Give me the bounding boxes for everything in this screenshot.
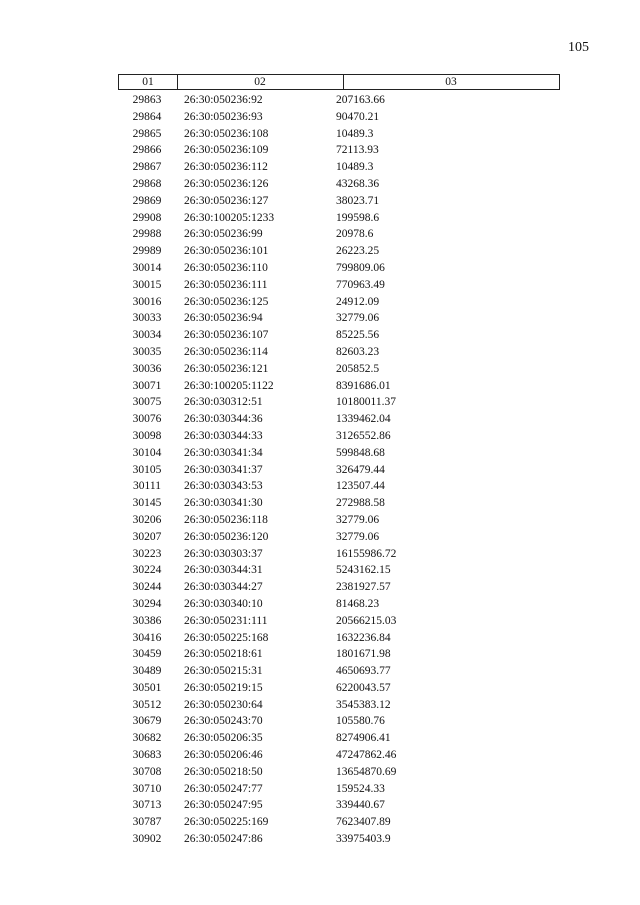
table-row	[118, 797, 558, 814]
row-number-cell: 30902	[132, 833, 162, 846]
table-row	[118, 663, 558, 680]
cadastral-number-cell: 26:30:050215:31	[184, 665, 263, 678]
cadastral-number-cell: 26:30:050236:114	[184, 345, 268, 358]
table-row	[118, 512, 558, 529]
row-number-cell: 30244	[132, 581, 162, 594]
cadastral-number-cell: 26:30:050236:126	[184, 177, 269, 190]
row-number-cell: 30104	[132, 446, 162, 459]
cadastral-number-cell: 26:30:050236:99	[184, 228, 263, 241]
value-cell: 20566215.03	[336, 614, 397, 627]
table-row	[118, 378, 558, 395]
value-cell: 24912.09	[336, 295, 380, 308]
table-row	[118, 193, 558, 210]
cadastral-number-cell: 26:30:030303:37	[184, 547, 263, 560]
row-number-cell: 30105	[132, 463, 162, 476]
row-number-cell: 30098	[132, 429, 162, 442]
value-cell: 33975403.9	[336, 833, 391, 846]
row-number-cell: 30682	[132, 732, 162, 745]
value-cell: 2381927.57	[336, 581, 391, 594]
row-number-cell: 30207	[132, 530, 162, 543]
row-number-cell: 29865	[132, 127, 162, 140]
table-row	[118, 126, 558, 143]
table-row	[118, 92, 558, 109]
cadastral-number-cell: 26:30:030343:53	[184, 480, 263, 493]
column-header-03: 03	[445, 76, 457, 88]
cadastral-number-cell: 26:30:050236:108	[184, 127, 269, 140]
table-row	[118, 243, 558, 260]
value-cell: 1339462.04	[336, 413, 391, 426]
row-number-cell: 30034	[132, 329, 162, 342]
row-number-cell: 30489	[132, 665, 162, 678]
value-cell: 339440.67	[336, 799, 385, 812]
table-row	[118, 142, 558, 159]
table-row	[118, 730, 558, 747]
table-row	[118, 680, 558, 697]
value-cell: 5243162.15	[336, 564, 391, 577]
row-number-cell: 30708	[132, 765, 162, 778]
cadastral-number-cell: 26:30:050230:64	[184, 698, 263, 711]
cadastral-number-cell: 26:30:050247:95	[184, 799, 263, 812]
cadastral-number-cell: 26:30:030344:31	[184, 564, 263, 577]
value-cell: 82603.23	[336, 345, 380, 358]
cadastral-number-cell: 26:30:050236:109	[184, 144, 269, 157]
cadastral-number-cell: 26:30:050218:61	[184, 648, 263, 661]
row-number-cell: 30014	[132, 261, 162, 274]
table-body	[118, 92, 558, 848]
cadastral-number-cell: 26:30:050225:169	[184, 816, 269, 829]
cadastral-number-cell: 26:30:050231:111	[184, 614, 268, 627]
value-cell: 207163.66	[336, 94, 385, 106]
row-number-cell: 30016	[132, 295, 162, 308]
value-cell: 32779.06	[336, 530, 380, 543]
cadastral-number-cell: 26:30:050236:112	[184, 161, 268, 174]
value-cell: 47247862.46	[336, 749, 397, 762]
table-row	[118, 613, 558, 630]
row-number-cell: 29868	[132, 177, 162, 190]
table-row	[118, 764, 558, 781]
cadastral-number-cell: 26:30:050236:120	[184, 530, 269, 543]
value-cell: 4650693.77	[336, 665, 391, 678]
row-number-cell: 30033	[132, 312, 162, 325]
table-row	[118, 697, 558, 714]
row-number-cell: 30416	[132, 631, 162, 644]
cadastral-number-cell: 26:30:050218:50	[184, 765, 263, 778]
table-row	[118, 310, 558, 327]
row-number-cell: 30710	[132, 782, 162, 795]
cadastral-number-cell: 26:30:050236:92	[184, 94, 263, 106]
value-cell: 159524.33	[336, 782, 385, 795]
value-cell: 81468.23	[336, 597, 380, 610]
cadastral-number-cell: 26:30:050236:101	[184, 245, 269, 258]
row-number-cell: 30206	[132, 513, 162, 526]
cadastral-number-cell: 26:30:050236:93	[184, 110, 263, 123]
value-cell: 272988.58	[336, 497, 385, 510]
value-cell: 32779.06	[336, 513, 380, 526]
column-header-02: 02	[177, 75, 344, 89]
row-number-cell: 30501	[132, 681, 162, 694]
table-row	[118, 361, 558, 378]
value-cell: 326479.44	[336, 463, 385, 476]
value-cell: 90470.21	[336, 110, 380, 123]
row-number-cell: 29908	[132, 211, 162, 224]
cadastral-number-cell: 26:30:050236:127	[184, 194, 269, 207]
cadastral-number-cell: 26:30:030341:30	[184, 497, 263, 510]
table-row	[118, 445, 558, 462]
value-cell: 8274906.41	[336, 732, 391, 745]
table-row	[118, 462, 558, 479]
value-cell: 10489.3	[336, 161, 374, 174]
table-row	[118, 596, 558, 613]
row-number-cell: 30071	[132, 379, 162, 392]
value-cell: 38023.71	[336, 194, 380, 207]
row-number-cell: 30111	[133, 480, 161, 493]
value-cell: 32779.06	[336, 312, 380, 325]
value-cell: 43268.36	[336, 177, 380, 190]
table-row	[118, 294, 558, 311]
value-cell: 6220043.57	[336, 681, 391, 694]
row-number-cell: 30713	[132, 799, 162, 812]
value-cell: 105580.76	[336, 715, 385, 728]
row-number-cell: 30035	[132, 345, 162, 358]
value-cell: 13654870.69	[336, 765, 397, 778]
value-cell: 799809.06	[336, 261, 385, 274]
row-number-cell: 29988	[132, 228, 162, 241]
cadastral-number-cell: 26:30:050236:111	[184, 278, 268, 291]
row-number-cell: 29866	[132, 144, 162, 157]
cadastral-number-cell: 26:30:050236:121	[184, 362, 269, 375]
table-row	[118, 327, 558, 344]
table-row	[118, 646, 558, 663]
row-number-cell: 30787	[132, 816, 162, 829]
table-row	[118, 159, 558, 176]
column-header-01: 01	[119, 75, 178, 89]
cadastral-number-cell: 26:30:050219:15	[184, 681, 263, 694]
cadastral-number-cell: 26:30:050206:35	[184, 732, 263, 745]
value-cell: 770963.49	[336, 278, 385, 291]
table-row	[118, 176, 558, 193]
cadastral-number-cell: 26:30:050206:46	[184, 749, 263, 762]
table-row	[118, 713, 558, 730]
value-cell: 7623407.89	[336, 816, 391, 829]
cadastral-number-cell: 26:30:030344:36	[184, 413, 263, 426]
value-cell: 123507.44	[336, 480, 385, 493]
table-row	[118, 394, 558, 411]
value-cell: 1801671.98	[336, 648, 391, 661]
table-row	[118, 529, 558, 546]
row-number-cell: 30679	[132, 715, 162, 728]
row-number-cell: 29864	[132, 110, 162, 123]
table-row	[118, 210, 558, 227]
value-cell: 3545383.12	[336, 698, 391, 711]
cadastral-number-cell: 26:30:050236:110	[184, 261, 268, 274]
row-number-cell: 30036	[132, 362, 162, 375]
table-row	[118, 344, 558, 361]
cadastral-number-cell: 26:30:050247:86	[184, 833, 263, 846]
value-cell: 20978.6	[336, 228, 374, 241]
table-row	[118, 562, 558, 579]
table-row	[118, 831, 558, 848]
value-cell: 10180011.37	[336, 396, 396, 409]
row-number-cell: 30224	[132, 564, 162, 577]
value-cell: 199598.6	[336, 211, 380, 224]
value-cell: 3126552.86	[336, 429, 391, 442]
row-number-cell: 30683	[132, 749, 162, 762]
value-cell: 26223.25	[336, 245, 380, 258]
row-number-cell: 30075	[132, 396, 162, 409]
table-row	[118, 747, 558, 764]
row-number-cell: 29867	[132, 161, 162, 174]
row-number-cell: 30386	[132, 614, 162, 627]
cadastral-number-cell: 26:30:030341:34	[184, 446, 263, 459]
row-number-cell: 30223	[132, 547, 162, 560]
value-cell: 205852.5	[336, 362, 380, 375]
table-row	[118, 478, 558, 495]
value-cell: 10489.3	[336, 127, 374, 140]
cadastral-number-cell: 26:30:050225:168	[184, 631, 269, 644]
table-row	[118, 781, 558, 798]
row-number-cell: 29863	[132, 94, 162, 106]
value-cell: 16155986.72	[336, 547, 397, 560]
cadastral-number-cell: 26:30:050236:125	[184, 295, 269, 308]
cadastral-number-cell: 26:30:100205:1122	[184, 379, 274, 392]
page-number: 105	[568, 40, 589, 55]
table-row	[118, 277, 558, 294]
cadastral-number-cell: 26:30:050243:70	[184, 715, 263, 728]
table-row	[118, 630, 558, 647]
table-row	[118, 814, 558, 831]
table-header	[118, 74, 560, 90]
cadastral-number-cell: 26:30:030344:27	[184, 581, 263, 594]
row-number-cell: 29869	[132, 194, 162, 207]
cadastral-number-cell: 26:30:030344:33	[184, 429, 263, 442]
table-row	[118, 109, 558, 126]
cadastral-number-cell: 26:30:030340:10	[184, 597, 263, 610]
value-cell: 1632236.84	[336, 631, 391, 644]
value-cell: 599848.68	[336, 446, 385, 459]
cadastral-number-cell: 26:30:030341:37	[184, 463, 263, 476]
cadastral-number-cell: 26:30:050247:77	[184, 782, 263, 795]
table-row	[118, 226, 558, 243]
table-row	[118, 411, 558, 428]
value-cell: 8391686.01	[336, 379, 391, 392]
table-row	[118, 546, 558, 563]
row-number-cell: 30145	[132, 497, 162, 510]
table-row	[118, 579, 558, 596]
table-row	[118, 495, 558, 512]
cadastral-number-cell: 26:30:030312:51	[184, 396, 263, 409]
value-cell: 72113.93	[336, 144, 379, 157]
cadastral-number-cell: 26:30:050236:107	[184, 329, 269, 342]
table-row	[118, 260, 558, 277]
row-number-cell: 30512	[132, 698, 162, 711]
row-number-cell: 29989	[132, 245, 162, 258]
row-number-cell: 30076	[132, 413, 162, 426]
row-number-cell: 30294	[132, 597, 162, 610]
value-cell: 85225.56	[336, 329, 380, 342]
row-number-cell: 30459	[132, 648, 162, 661]
row-number-cell: 30015	[132, 278, 162, 291]
table-row	[118, 428, 558, 445]
cadastral-number-cell: 26:30:050236:118	[184, 513, 268, 526]
cadastral-number-cell: 26:30:100205:1233	[184, 211, 275, 224]
cadastral-number-cell: 26:30:050236:94	[184, 312, 263, 325]
